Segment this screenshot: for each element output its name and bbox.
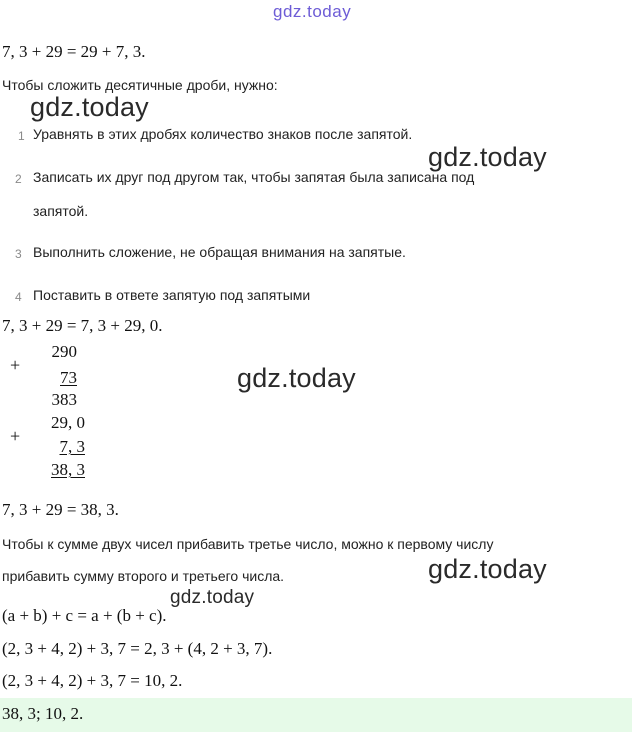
step-number: 2 (15, 172, 22, 186)
associative-rule-line-1: Чтобы к сумме двух чисел прибавить третье число, можно к первому числу (2, 536, 494, 552)
column-addend: 290 (51, 342, 77, 361)
step-text: Поставить в ответе запятую под запятыми (33, 287, 311, 303)
step-number: 4 (15, 290, 22, 304)
watermark-4: gdz.today (428, 554, 547, 584)
step-number: 1 (18, 129, 25, 143)
watermark-5: gdz.today (170, 587, 255, 608)
column-addend: 7, 3 (59, 437, 85, 456)
step-text: Уравнять в этих дробях количество знаков после запятой. (33, 126, 413, 142)
equation-result: 7, 3 + 29 = 38, 3. (2, 500, 119, 519)
watermark-1: gdz.today (30, 92, 149, 122)
watermark-3: gdz.today (237, 363, 356, 393)
associative-rule-line-2: прибавить сумму второго и третьего числа. (2, 568, 285, 584)
equation-rewrite: 7, 3 + 29 = 7, 3 + 29, 0. (2, 316, 163, 335)
rule-intro: Чтобы сложить десятичные дроби, нужно: (2, 77, 278, 93)
column-result: 383 (51, 390, 77, 409)
equation-commutative: 7, 3 + 29 = 29 + 7, 3. (2, 42, 146, 61)
column-result: 38, 3 (51, 460, 85, 479)
step-text-continuation: запятой. (33, 203, 89, 219)
equation-associative: (a + b) + c = a + (b + c). (2, 606, 167, 625)
column-plus-sign: + (10, 355, 21, 375)
answer-text: 38, 3; 10, 2. (2, 704, 84, 723)
watermark-top: gdz.today (273, 2, 352, 21)
step-text: Записать их друг под другом так, чтобы запятая была записана под (33, 169, 475, 185)
column-addend: 73 (60, 368, 77, 387)
step-number: 3 (15, 247, 22, 261)
column-plus-sign: + (10, 426, 21, 446)
answer-box (0, 698, 632, 732)
step-text: Выполнить сложение, не обращая внимания на запятые. (33, 244, 406, 260)
column-addend: 29, 0 (51, 413, 85, 432)
equation-example: (2, 3 + 4, 2) + 3, 7 = 2, 3 + (4, 2 + 3, 7). (2, 639, 273, 658)
watermark-2: gdz.today (428, 142, 547, 172)
equation-example-result: (2, 3 + 4, 2) + 3, 7 = 10, 2. (2, 671, 183, 690)
